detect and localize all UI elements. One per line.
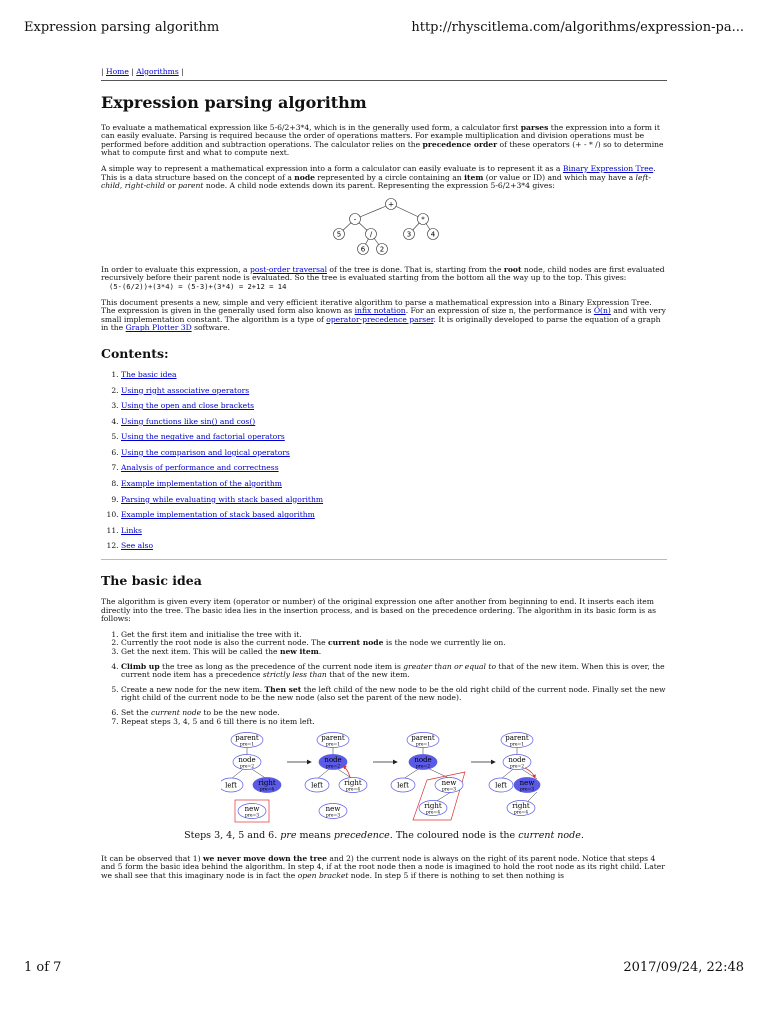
svg-text:parent: parent (235, 734, 259, 743)
svg-text:pre=1: pre=1 (415, 742, 431, 748)
diagram-panel-2 (305, 733, 367, 819)
breadcrumb: | Home | Algorithms | (101, 68, 667, 81)
svg-text:pre=1: pre=1 (325, 742, 341, 748)
svg-text:pre=2: pre=2 (509, 764, 525, 770)
svg-text:new: new (244, 805, 260, 814)
svg-text:right: right (344, 779, 362, 788)
intro-paragraph-1: To evaluate a mathematical expression like 5-6/2+3*4, which is in the generally used form, a calculator first parses the expression into a form it can easily evaluate. Parsing is required because the order of operations matters. For example multiplication and division operations must be performed before addition and subtraction operations. The calculator relies on the precedence order of these operators (+ - * /) so to determine what to compute first and what to compute next. (101, 122, 664, 158)
tree-node-5 (334, 228, 345, 239)
step-7: 7. Repeat steps 3, 4, 5 and 6 till there is no item left. (121, 718, 667, 727)
svg-text:pre=4: pre=4 (425, 810, 441, 816)
tree-node-4 (428, 228, 439, 239)
operator-precedence-parser-link[interactable]: operator-precedence parser (326, 314, 434, 324)
print-footer-page-number: 1 of 7 (24, 960, 62, 975)
basic-idea-heading: The basic idea (101, 573, 202, 589)
contents-heading: Contents: (101, 345, 169, 361)
svg-text:pre=4: pre=4 (513, 810, 529, 816)
toc-item (121, 387, 667, 396)
home-link[interactable]: Home (105, 67, 129, 76)
tree-node-divide (366, 228, 377, 239)
svg-text:*: * (421, 215, 425, 224)
toc-item (121, 371, 667, 380)
diagram-panel-4 (489, 733, 540, 816)
print-header-title: Expression parsing algorithm (24, 20, 220, 35)
toc-link-stack-implementation[interactable]: Example implementation of stack based algorithm (121, 510, 315, 520)
toc-link-links[interactable]: Links (121, 525, 142, 535)
intro-paragraph-4: This document presents a new, simple and very efficient iterative algorithm to parse a mathematical expression into a Binary Expression Tree. The expression is given in the generally used form also known as infix notation. For an expression of size n, the performance is O(n) and with very small implementation constant. The algorithm is a type of operator-precedence parser. It is originally developed to parse the equation of a graph in the Graph Plotter 3D software. (101, 297, 666, 333)
toc-link-right-associative[interactable]: Using right associative operators (121, 385, 250, 395)
step-4: 4. Climb up the tree as long as the precedence of the current node item is greater than or equal to that of the new item. When this is over, the current node item has a precedence strictly less than that of the new item. (121, 663, 667, 680)
graph-plotter-3d-link[interactable]: Graph Plotter 3D (125, 323, 192, 333)
toc-item (121, 496, 667, 505)
svg-text:2: 2 (379, 245, 385, 254)
toc-link-brackets[interactable]: Using the open and close brackets (121, 401, 255, 411)
toc-item (121, 418, 667, 427)
toc-link-basic-idea[interactable]: The basic idea (121, 369, 177, 379)
binary-expression-tree-link[interactable]: Binary Expression Tree (562, 163, 654, 173)
expression-tree-figure (331, 198, 451, 256)
infix-notation-link[interactable]: infix notation (354, 306, 406, 316)
svg-text:pre=2: pre=2 (325, 764, 341, 770)
svg-text:node: node (508, 756, 526, 765)
svg-text:right: right (512, 802, 530, 811)
diagram-caption: Steps 3, 4, 5 and 6. pre means precedence. The coloured node is the current node. (184, 830, 584, 842)
print-header-url: http://rhyscitlema.com/algorithms/expression-pa... (411, 20, 744, 35)
svg-text:parent: parent (505, 734, 529, 743)
svg-text:node: node (324, 756, 342, 765)
svg-text:left: left (311, 781, 323, 790)
toc-link-stack-parsing[interactable]: Parsing while evaluating with stack based algorithm (121, 494, 324, 504)
toc-item (121, 480, 667, 489)
svg-text:right: right (258, 779, 276, 788)
table-of-contents (101, 371, 667, 551)
svg-text:4: 4 (430, 230, 436, 239)
step-2: 2. Currently the root node is also the current node. The current node is the node we currently lie on. (121, 639, 667, 648)
step-1: 1. Get the first item and initialise the tree with it. (121, 631, 667, 640)
insertion-steps-diagram (221, 732, 541, 830)
svg-text:/: / (369, 230, 373, 239)
svg-text:3: 3 (406, 230, 412, 239)
intro-paragraph-2: A simple way to represent a mathematical expression into a form a calculator can easily evaluate is to represent it as a Binary Expression Tree. This is a data structure based on the concept of a node represented by a circle containing an item (or value or ID) and which may have a left-child, right-child or parent node. A child node extends down its parent. Representing the expression 5-6/2+3*4 gives: (101, 163, 656, 191)
tree-node-2 (377, 243, 388, 254)
tree-node-6 (358, 243, 369, 254)
toc-item (121, 511, 667, 520)
toc-link-example-implementation[interactable]: Example implementation of the algorithm (121, 479, 282, 489)
step-3: 3. Get the next item. This will be called the new item. (121, 648, 667, 657)
basic-idea-paragraph-2: It can be observed that 1) we never move down the tree and 2) the current node is always on the right of its parent node. Notice that steps 4 and 5 form the basic idea behind the algorithm. In step 4, if at the root node then a node is imagined to hold the root node as its right child. Later we shall see that this imaginary node is in fact the open bracket node. In step 5 if there is nothing to set then nothing is (101, 853, 665, 880)
diagram-panel-1 (221, 733, 281, 823)
intro-paragraph-3: In order to evaluate this expression, a post-order traversal of the tree is done. That is, starting from the root node, child nodes are first evaluated recursively before their parent node is evaluated. So the tree is evaluated starting from the bottom all the way up to the top. This gives: (101, 264, 665, 283)
toc-link-analysis[interactable]: Analysis of performance and correctness (121, 463, 279, 473)
svg-text:-: - (353, 215, 357, 224)
svg-text:6: 6 (360, 245, 366, 254)
toc-link-negative-factorial[interactable]: Using the negative and factorial operators (121, 432, 285, 442)
svg-text:new: new (441, 779, 457, 788)
toc-link-comparison-logical[interactable]: Using the comparison and logical operators (121, 447, 290, 457)
page-title: Expression parsing algorithm (101, 92, 367, 112)
svg-text:right: right (424, 802, 442, 811)
basic-idea-paragraph-1: The algorithm is given every item (operator or number) of the original expression one after another from beginning to end. It inserts each item directly into the tree. The basic idea lies in the insertion process, and is based on the precedence ordering. The algorithm in its basic form is as follows: (101, 597, 657, 624)
svg-text:left: left (225, 781, 237, 790)
svg-text:pre=4: pre=4 (259, 787, 275, 793)
toc-item (121, 464, 667, 473)
svg-text:pre=1: pre=1 (239, 742, 255, 748)
svg-text:pre=2: pre=2 (239, 764, 255, 770)
svg-text:pre=3: pre=3 (519, 787, 535, 793)
svg-text:pre=3: pre=3 (441, 787, 457, 793)
svg-text:+: + (388, 200, 394, 209)
svg-text:node: node (238, 756, 256, 765)
document-content (101, 68, 667, 888)
algorithms-link[interactable]: Algorithms (136, 67, 179, 76)
toc-item (121, 542, 667, 551)
toc-item (121, 402, 667, 411)
section-divider (101, 559, 667, 560)
svg-text:pre=1: pre=1 (509, 742, 525, 748)
svg-text:new: new (325, 805, 341, 814)
big-o-link[interactable]: O(n) (593, 306, 611, 316)
algorithm-steps (101, 631, 667, 726)
print-footer-datetime: 2017/09/24, 22:48 (623, 960, 744, 975)
svg-text:left: left (397, 781, 409, 790)
tree-node-minus (350, 213, 361, 224)
tree-node-3 (404, 228, 415, 239)
toc-link-see-also[interactable]: See also (121, 541, 154, 551)
svg-text:parent: parent (411, 734, 435, 743)
diagram-panel-3 (391, 733, 465, 821)
post-order-traversal-link[interactable]: post-order traversal (249, 264, 327, 274)
svg-text:new: new (519, 779, 535, 788)
toc-item (121, 527, 667, 536)
svg-text:5: 5 (336, 230, 342, 239)
step-5: 5. Create a new node for the new item. Then set the left child of the new node to be the old right child of the current node. Finally set the new right child of the current node to be the new node (also set the parent of the new node). (121, 686, 667, 703)
svg-text:left: left (495, 781, 507, 790)
toc-item (121, 449, 667, 458)
tree-node-times (418, 213, 429, 224)
svg-text:pre=2: pre=2 (415, 764, 431, 770)
evaluation-example: (5-(6/2))+(3*4) = (5-3)+(3*4) = 2+12 = 14 (109, 281, 287, 291)
toc-item (121, 433, 667, 442)
svg-text:parent: parent (321, 734, 345, 743)
step-6: 6. Set the current node to be the new node. (121, 709, 667, 718)
tree-node-plus (386, 198, 397, 209)
svg-text:pre=4: pre=4 (345, 787, 361, 793)
svg-text:node: node (414, 756, 432, 765)
svg-text:pre=3: pre=3 (325, 813, 341, 819)
svg-text:pre=3: pre=3 (244, 813, 260, 819)
toc-link-functions[interactable]: Using functions like sin() and cos() (121, 416, 256, 426)
